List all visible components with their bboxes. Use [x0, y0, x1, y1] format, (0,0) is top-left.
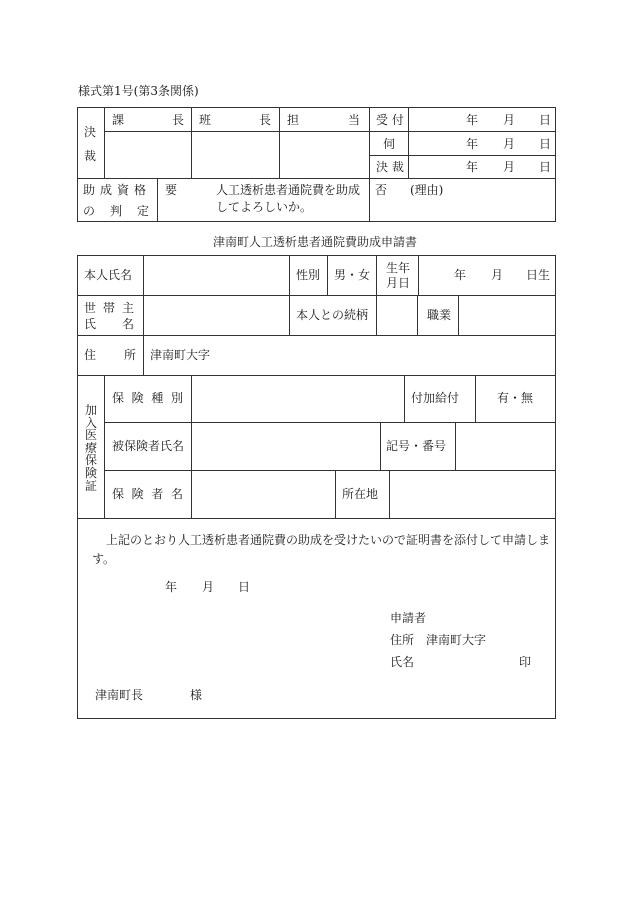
- supplement-label: 付加給付: [411, 391, 460, 405]
- vline-birth-label: [418, 255, 419, 295]
- tan-char: 担: [287, 113, 300, 127]
- birth-label-2: 月日: [386, 276, 411, 290]
- ho-char: 保: [84, 453, 97, 468]
- form-number: 様式第1号(第3条関係): [78, 84, 199, 98]
- day-label: 日: [539, 137, 552, 151]
- eligibility-label-1: 助成資格: [83, 183, 152, 197]
- mei-char: 名: [121, 317, 134, 331]
- householder-label-2: [84, 318, 134, 330]
- month-label: 月: [503, 113, 516, 127]
- birth-label-1: 生年: [386, 261, 411, 275]
- row-line-ins-type: [104, 422, 556, 423]
- sex-value: 男・女: [334, 268, 371, 282]
- ukagai-label: 伺: [383, 137, 396, 151]
- insured-name-label: 被保険者氏名: [112, 439, 185, 453]
- relation-label: 本人との続柄: [296, 308, 369, 322]
- i-char: 医: [84, 428, 97, 443]
- vline-symbol: [380, 422, 381, 470]
- vline-sex-value: [376, 255, 377, 335]
- row-line-address: [77, 375, 556, 376]
- han-char: 判: [109, 204, 122, 218]
- row-line-insurer: [77, 518, 556, 519]
- application-table: [77, 255, 556, 719]
- cho-char: 長: [171, 113, 184, 127]
- month-label: 月: [503, 160, 516, 174]
- householder-label-1: [84, 302, 134, 314]
- vline-insurance-label: [104, 375, 105, 518]
- nyu-char: 入: [84, 415, 97, 430]
- se-char: 世: [84, 301, 97, 315]
- vline-occupation: [458, 295, 459, 335]
- eligibility-yes-text: 人工透析患者通院費を助成してよろしいか。: [216, 183, 361, 215]
- sho-char: 証: [84, 478, 97, 493]
- declaration-day: 日: [238, 580, 251, 594]
- applicant-address-value: 津南町大字: [426, 633, 487, 647]
- nushi-char: 主: [121, 301, 134, 315]
- birth-year: 年: [454, 268, 467, 282]
- insurance-vertical-label: [84, 404, 98, 492]
- sex-label: 性別: [296, 268, 321, 282]
- ken-char: 険: [131, 391, 144, 405]
- han-cho-header: [199, 114, 271, 126]
- row-line-ins-name: [104, 470, 556, 471]
- location-label: 所在地: [342, 487, 379, 501]
- shi-char: 氏: [84, 317, 97, 331]
- uketsuke-label: 受 付: [376, 113, 404, 127]
- address-label: [84, 349, 136, 361]
- eligibility-no-reason: (理由): [410, 183, 444, 197]
- ken-char: 険: [84, 465, 97, 480]
- tei-char: 定: [136, 204, 149, 218]
- eligibility-yes: 要: [165, 183, 178, 197]
- year-label: 年: [466, 160, 479, 174]
- ka-char: 加: [84, 403, 97, 417]
- ryo-char: 療: [84, 440, 97, 455]
- kessai-label-1: 決: [84, 125, 97, 139]
- row-line-name: [77, 295, 556, 296]
- form-title: 津南町人工透析患者通院費助成申請書: [212, 235, 417, 249]
- sha-char: 者: [151, 487, 164, 501]
- approval-vline-1: [104, 107, 105, 178]
- shu-char: 種: [151, 391, 164, 405]
- declaration-year: 年: [165, 580, 178, 594]
- name-label: 本人氏名: [84, 268, 133, 282]
- vline-relation: [417, 295, 418, 335]
- to-char: 当: [347, 113, 360, 127]
- birth-month: 月: [491, 268, 504, 282]
- day-label: 日: [539, 160, 552, 174]
- ho-char: 保: [112, 487, 125, 501]
- eligibility-label-2: [83, 205, 149, 217]
- approval-vline-5: [408, 107, 409, 178]
- tai-char: 帯: [102, 301, 115, 315]
- year-label: 年: [466, 113, 479, 127]
- declaration-text: 上記のとおり人工透析患者通院費の助成を受けたいので証明書を添付して申請します。: [92, 533, 551, 566]
- approval-row-line-1: [369, 131, 556, 132]
- row-line-householder: [77, 335, 556, 336]
- vline-supplement: [404, 375, 405, 422]
- approval-row-line-2: [369, 155, 556, 156]
- vline-mid-col: [289, 255, 290, 335]
- vline-location-value: [389, 470, 390, 518]
- eligibility-no: 否: [375, 183, 388, 197]
- kessai-label: 決 裁: [376, 160, 404, 174]
- ho-char: 保: [112, 391, 125, 405]
- vline-sex-label: [327, 255, 328, 295]
- symbol-number-label: 記号・番号: [386, 439, 447, 453]
- addressee: 津南町長: [95, 688, 144, 702]
- sho-char: 所: [123, 348, 136, 362]
- approval-eligibility-line: [77, 178, 556, 179]
- approval-vline-2: [191, 107, 192, 178]
- ju-char: 住: [84, 348, 97, 362]
- eligibility-vline: [157, 178, 158, 222]
- vline-location: [335, 470, 336, 518]
- seal-mark: 印: [519, 655, 532, 669]
- applicant-address-label: 住所: [390, 633, 415, 647]
- tanto-header: [287, 114, 360, 126]
- address-value: 津南町大字: [150, 348, 211, 362]
- applicant-name-label: 氏名: [390, 655, 415, 669]
- kessai-label-2: 裁: [84, 149, 97, 163]
- mei-char: 名: [170, 487, 183, 501]
- declaration-month: 月: [202, 580, 215, 594]
- ken-char: 険: [131, 487, 144, 501]
- occupation-label: 職業: [427, 308, 452, 322]
- approval-vline-3: [279, 107, 280, 178]
- vline-address: [143, 335, 144, 375]
- no-char: の: [83, 204, 96, 218]
- insurance-type-label: [112, 392, 183, 404]
- ka-char: 課: [112, 113, 125, 127]
- insurer-label: [112, 488, 183, 500]
- han-char: 班: [199, 113, 212, 127]
- approval-vline-4: [369, 107, 370, 222]
- birth-day: 日生: [526, 268, 551, 282]
- ka-cho-header: [112, 114, 184, 126]
- vline-insurance-col: [191, 375, 192, 518]
- day-label: 日: [539, 113, 552, 127]
- applicant-label: 申請者: [390, 611, 427, 625]
- betsu-char: 別: [170, 391, 183, 405]
- approval-header-line: [104, 131, 369, 132]
- vline-supplement-value: [475, 375, 476, 422]
- supplement-value: 有・無: [497, 391, 534, 405]
- cho-char: 長: [258, 113, 271, 127]
- year-label: 年: [466, 137, 479, 151]
- vline-symbol-value: [455, 422, 456, 470]
- month-label: 月: [503, 137, 516, 151]
- vline-label-col: [143, 255, 144, 335]
- honorific: 様: [190, 688, 203, 702]
